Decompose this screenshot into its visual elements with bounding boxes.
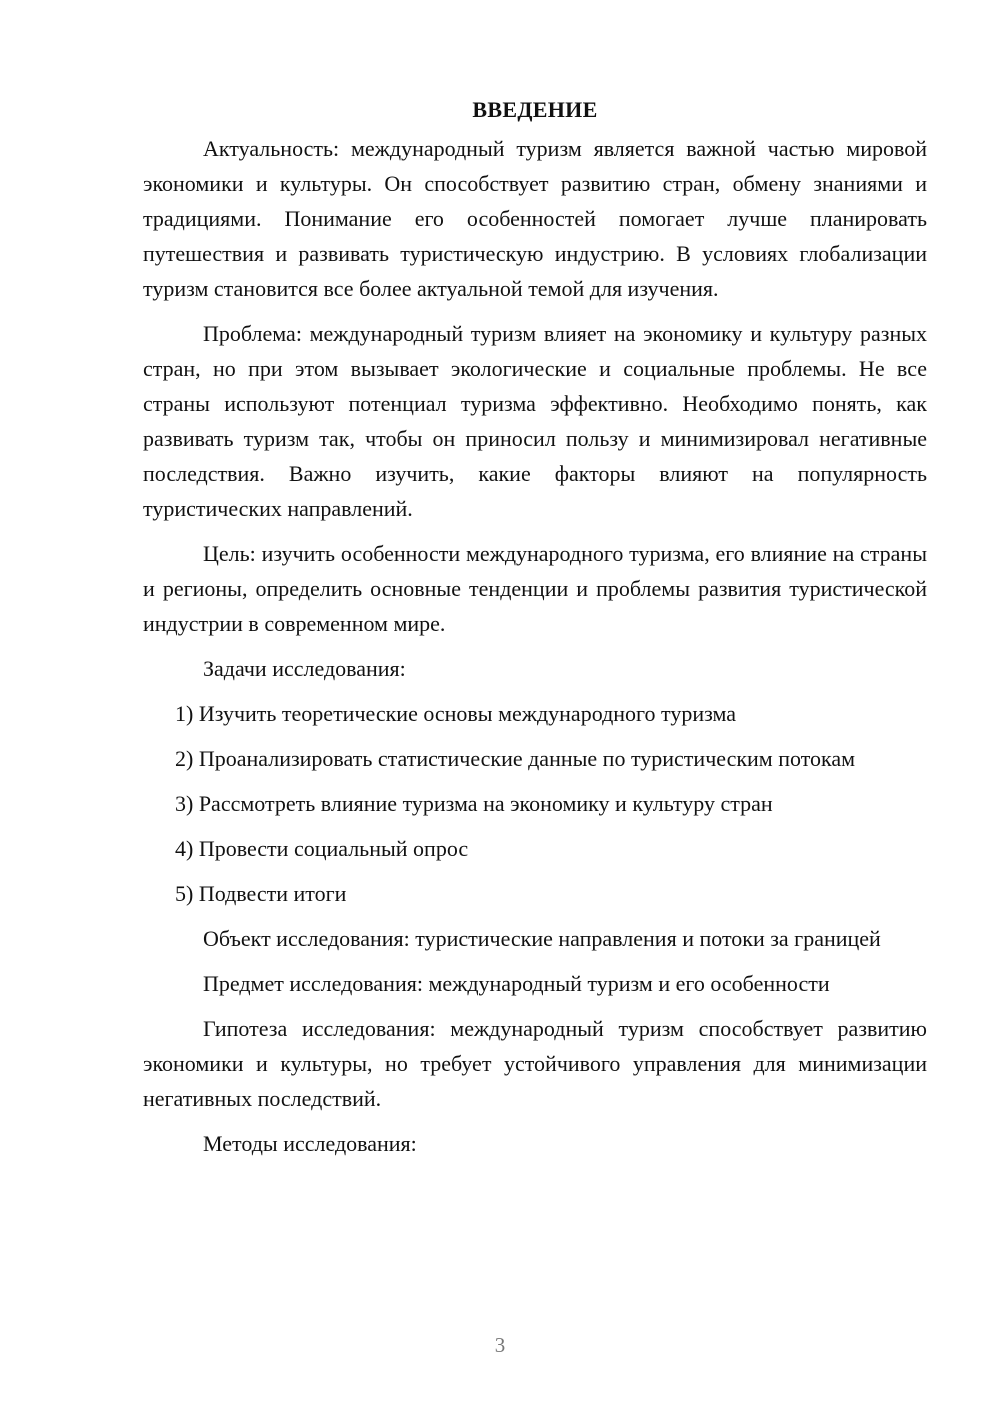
task-item-3: 3) Рассмотреть влияние туризма на экономику и культуру стран: [175, 791, 773, 816]
paragraph-relevance: Актуальность: международный туризм является важной частью мировой экономики и культуры. Он способствует развитию стран, обмену знаниями и традициями. Понимание его особенностей помогает лучше планировать путешествия и развивать туристическую индустрию. В условиях глобализации туризм становится все более актуальной темой для изучения.: [143, 136, 927, 301]
paragraph-subject: Предмет исследования: международный туризм и его особенности: [203, 971, 830, 996]
paragraph-hypothesis: Гипотеза исследования: международный туризм способствует развитию экономики и культуры, но требует устойчивого управления для минимизации негативных последствий.: [143, 1016, 927, 1111]
document-body: [143, 92, 927, 1171]
paragraph-tasks-heading: Задачи исследования:: [203, 656, 406, 681]
paragraph-object: Объект исследования: туристические направления и потоки за границей: [203, 926, 881, 951]
paragraph-methods: Методы исследования:: [203, 1131, 417, 1156]
page-number: 3: [494, 1333, 506, 1357]
task-item-1: 1) Изучить теоретические основы международного туризма: [175, 701, 737, 726]
section-heading: ВВЕДЕНИЕ: [472, 97, 598, 122]
task-item-5: 5) Подвести итоги: [175, 881, 347, 906]
paragraph-problem: Проблема: международный туризм влияет на экономику и культуру разных стран, но при этом вызывает экологические и социальные проблемы. Не все страны используют потенциал туризма эффективно. Необходимо понять, как развивать туризм так, чтобы он приносил пользу и минимизировал негативные последствия. Важно изучить, какие факторы влияют на популярность туристических направлений.: [143, 321, 927, 521]
task-item-4: 4) Провести социальный опрос: [175, 836, 469, 861]
task-item-2: 2) Проанализировать статистические данные по туристическим потокам: [175, 746, 856, 771]
paragraph-goal: Цель: изучить особенности международного туризма, его влияние на страны и регионы, определить основные тенденции и проблемы развития туристической индустрии в современном мире.: [143, 541, 927, 636]
